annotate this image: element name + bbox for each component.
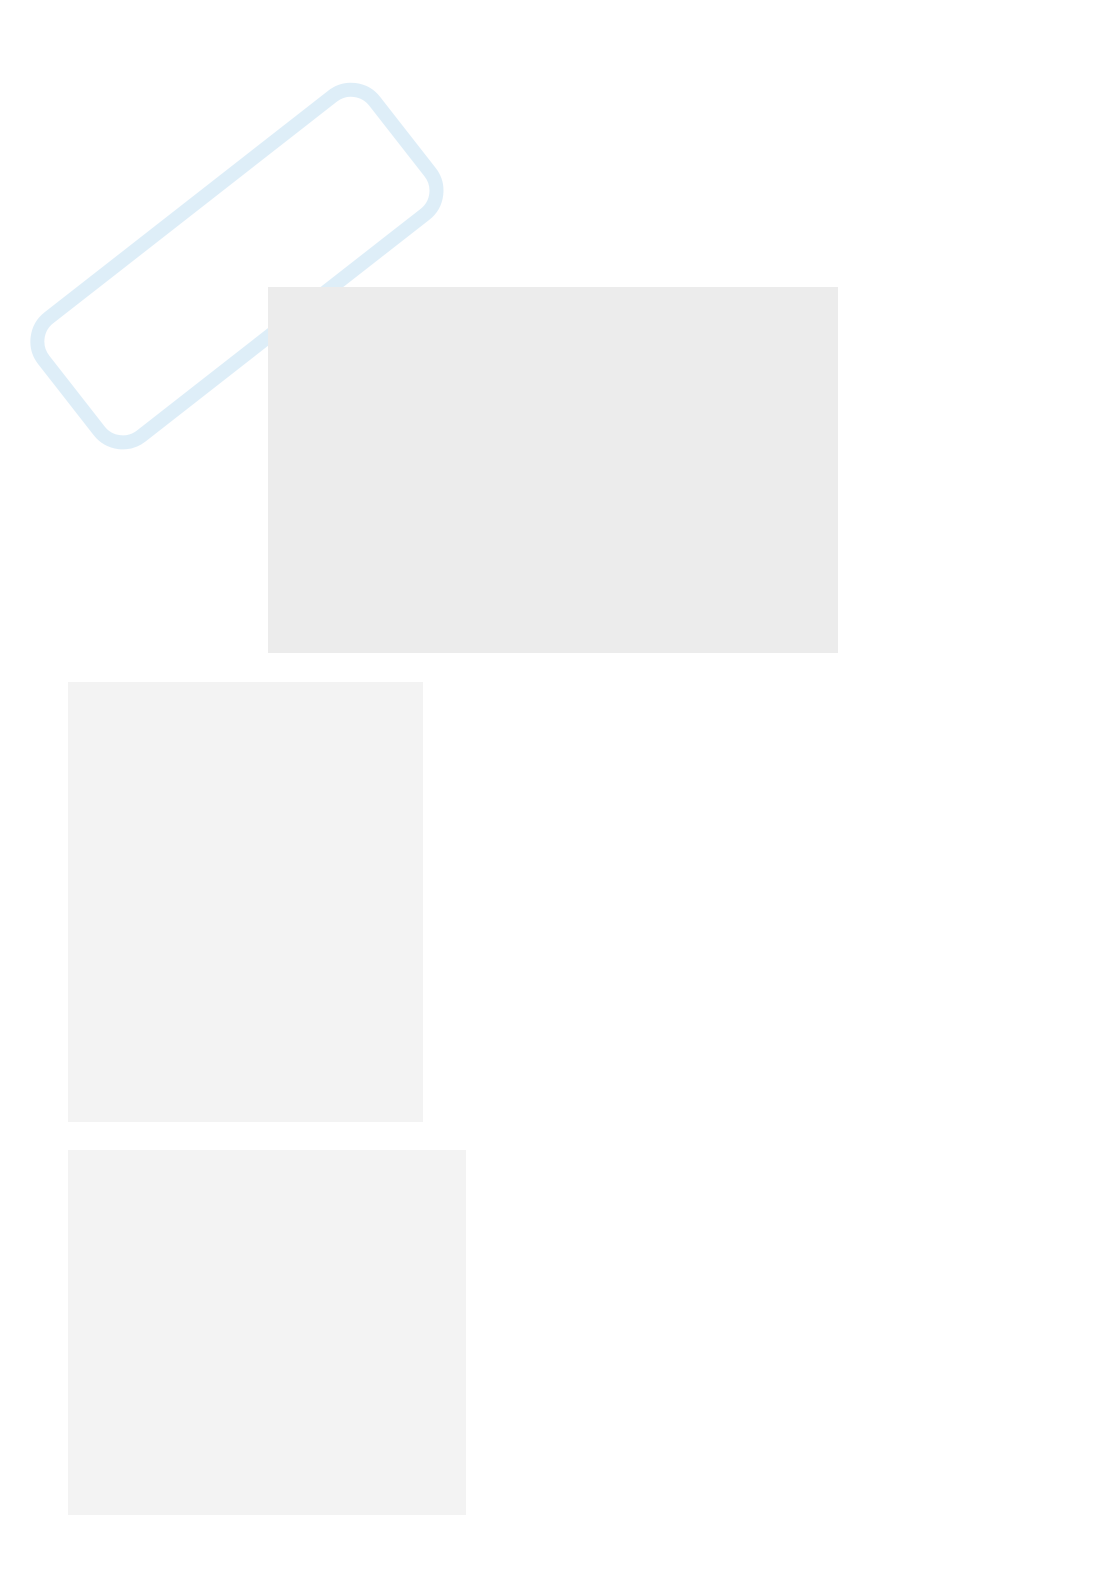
summary-box <box>268 287 838 653</box>
novel-excerpt-scan-1 <box>68 682 423 1122</box>
novel-excerpt-scan-2 <box>68 1150 466 1515</box>
